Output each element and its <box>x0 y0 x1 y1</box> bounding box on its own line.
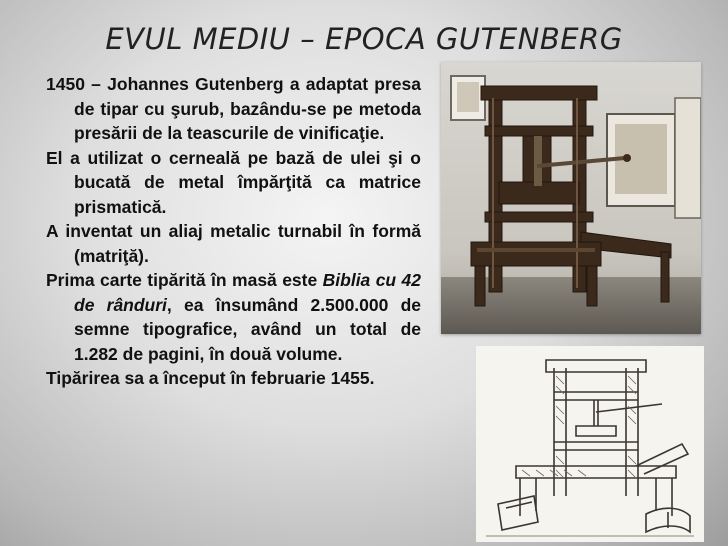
bible-title: Biblia cu 42 de rânduri <box>74 270 422 315</box>
paragraph-gutenberg-1450: 1450 – Johannes Gutenberg a adaptat presa de tipar cu şurub, bazându-se pe metoda presării de la teascurile de vinificaţie. <box>46 74 421 143</box>
paragraph-bible <box>46 268 421 366</box>
bible-text-after: , ea însumând 2.500.000 de semne tipografice, având un total de 1.282 de pagini, în două volume. <box>74 294 421 364</box>
press-engraving-icon <box>476 346 704 542</box>
printing-press-photo <box>441 62 701 334</box>
slide-body <box>46 72 421 391</box>
bible-text-before: Prima carte tipărită în masă este <box>46 270 323 290</box>
paragraph-printing-start: Tipărirea sa a început în februarie 1455. <box>46 368 375 388</box>
paragraph-alloy: A inventat un aliaj metalic turnabil în formă (matriţă). <box>46 221 421 266</box>
printing-press-engraving <box>476 346 704 542</box>
slide-title: EVUL MEDIU – EPOCA GUTENBERG <box>105 22 623 56</box>
paragraph-ink-metal: El a utilizat o cerneală pe bază de ulei şi o bucată de metal împărţită ca matrice prismatică. <box>46 147 421 217</box>
wooden-press-icon <box>441 62 701 334</box>
